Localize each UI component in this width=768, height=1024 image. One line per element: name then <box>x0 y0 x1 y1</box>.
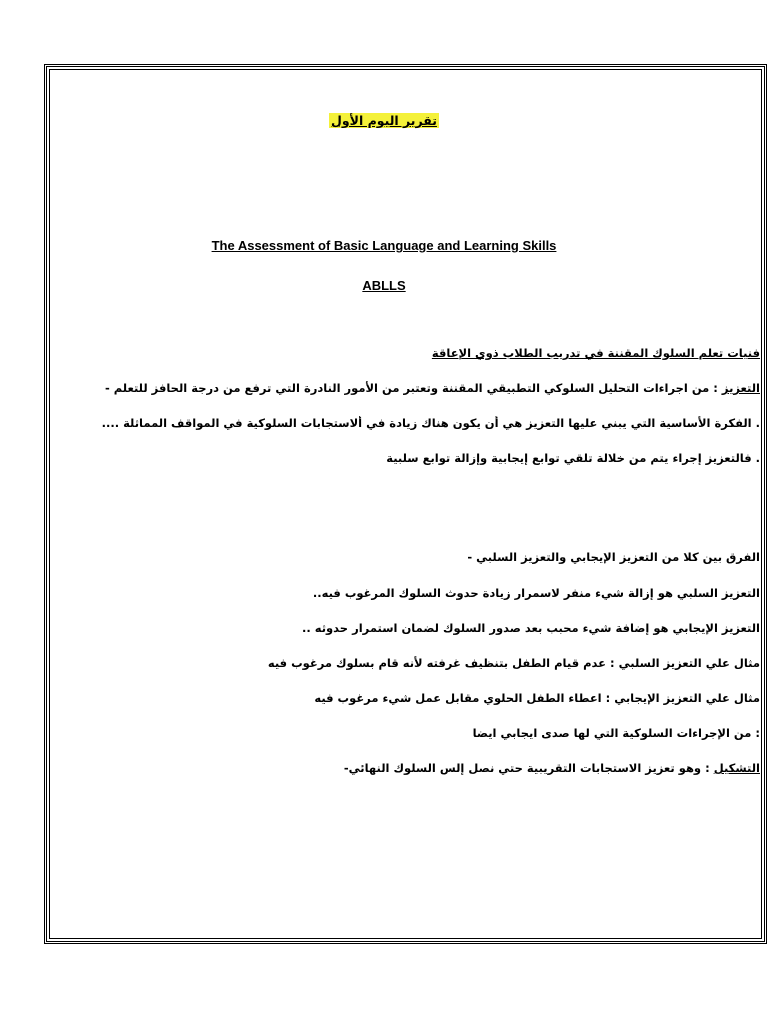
page-border-inner <box>49 69 762 939</box>
reinforcement-text: : من اجراءات التحليل السلوكي التطبيقي المقننة وتعتبر من الأمور النادرة التي ترفع من درجة الحافز للتعلم - <box>104 381 722 395</box>
procedure-line: . فالتعزيز إجراء يتم من خلالة تلقي توابع إيجابية وإزالة توابع سلبية <box>386 451 760 465</box>
shaping-text: : وهو تعزيز الاستجابات التقريبية حتي نصل إلس السلوك النهائي- <box>343 761 714 775</box>
report-title <box>0 113 768 128</box>
shaping-term: التشكيل <box>713 761 760 775</box>
section-heading: فنيات تعلم السلوك المقننة في تدريب الطلاب ذوي الإعاقة <box>431 346 760 360</box>
difference-heading: الفرق بين كلا من التعزيز الإيجابي والتعزيز السلبي - <box>467 550 760 564</box>
reinforcement-term: التعزيز <box>721 381 760 395</box>
procedures-note: : من الإجراءات السلوكية التي لها صدى ايجابي ايضا <box>472 726 760 740</box>
report-title-text: تقرير اليوم الأول <box>331 113 437 128</box>
positive-definition: التعزيز الإيجابي هو إضافة شيء محبب بعد صدور السلوك لضمان استمرار حدوثه .. <box>301 621 760 635</box>
acronym: ABLLS <box>362 278 406 293</box>
page-border <box>44 64 767 944</box>
negative-example: مثال علي التعزيز السلبي : عدم قيام الطفل بتنظيف غرفته لأنه قام بسلوك مرغوب فيه <box>267 656 760 670</box>
positive-example: مثال علي التعزيز الإيجابي : اعطاء الطفل الحلوي مقابل عمل شيء مرغوب فيه <box>314 691 760 705</box>
assessment-title: The Assessment of Basic Language and Learning Skills <box>211 238 557 253</box>
shaping-definition <box>40 761 760 775</box>
negative-definition: التعزيز السلبي هو إزالة شيء منفر لاسمرار زيادة حدوث السلوك المرغوب فيه.. <box>312 586 760 600</box>
reinforcement-definition <box>40 381 760 395</box>
basic-idea: . الفكرة الأساسية التي يبني عليها التعزيز هي أن يكون هناك زيادة في ألاستجابات السلوكية في المواقف المماثلة .... <box>101 416 760 430</box>
